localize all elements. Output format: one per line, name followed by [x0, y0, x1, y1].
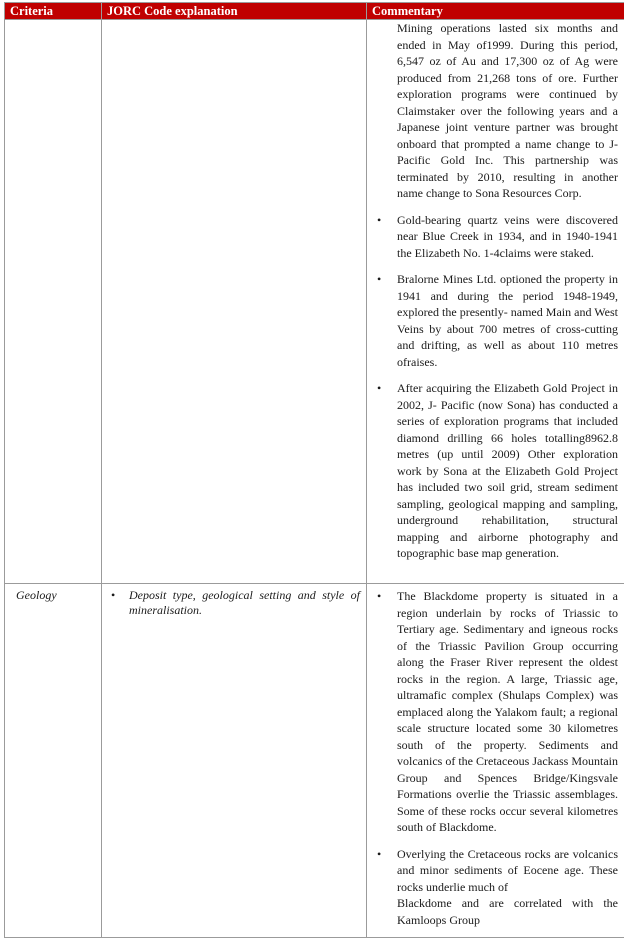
header-criteria: Criteria [5, 3, 102, 20]
criteria-cell: Geology [5, 584, 102, 938]
table-row-geology [5, 584, 624, 938]
bullet-icon: • [377, 846, 382, 861]
commentary-bullet [373, 271, 618, 370]
bullet-icon: • [377, 589, 382, 603]
header-explanation: JORC Code explanation [102, 3, 367, 20]
commentary-paragraph: Blackdome and are correlated with the Kamloops Group [397, 896, 618, 927]
header-row [5, 3, 624, 20]
commentary-bullet [373, 212, 618, 262]
commentary-bullet-text: The Blackdome property is situated in a region underlain by rocks of Triassic to Tertiary age. Sedimentary and igneous rocks of the Triassic Pavilion Group occurring along the Fraser River represent the oldest rocks in the region. A large, Triassic age, ultramafic complex (Shulaps Complex) was emplaced along the Yalakom fault; a regional scale structure located some 30 kilometres south of the property. Sediments and volcanics of the Cretaceous Jackass Mountain Group and Spences Bridge/Kingsvale Formations overlie the Triassic assemblages. Some of these rocks occur several kilometres south of Blackdome. [397, 589, 618, 834]
commentary-cell [367, 20, 624, 584]
commentary-bullet-text: Gold-bearing quartz veins were discovered near Blue Creek in 1934, and in 1940-1941 the Elizabeth No. 1-4claims were staked. [397, 212, 618, 260]
commentary-bullet-text: Overlying the Cretaceous rocks are volcanics and minor sediments of Eocene age. These rocks underlie much of [397, 846, 618, 894]
table-row-history [5, 20, 624, 584]
explanation-bullet-text: Deposit type, geological setting and style of mineralisation. [129, 588, 360, 617]
bullet-icon: • [377, 212, 382, 227]
jorc-table [4, 2, 624, 938]
commentary-bullet [373, 380, 618, 562]
commentary-paragraph: Mining operations lasted six months and ended in May of1999. During this period, 6,547 oz of Au and 17,300 oz of Ag were produced from 21,268 tons of ore. Further exploration programs were continued by Claimstaker over the following years and a Japanese joint venture partner was brought onboard that prompted a name change to J-Pacific Gold Inc. This partnership was terminated by 2010, resulting in another name change to Sona Resources Corp. [397, 21, 618, 200]
bullet-icon: • [377, 381, 382, 395]
header-commentary: Commentary [367, 3, 624, 20]
commentary-bullet-text: After acquiring the Elizabeth Gold Project in 2002, J- Pacific (now Sona) has conducted a series of exploration programs that included diamond drilling 66 holes totalling8962.8 metres (up until 2009) Other exploration work by Sona at the Elizabeth Gold Project has included two soil grid, stream sediment sampling, geological mapping and sampling, underground rehabilitation, structural mapping and airborne photography and topographic base map generation. [397, 381, 618, 560]
commentary-bullet-text: Bralorne Mines Ltd. optioned the property in 1941 and during the period 1948-1949, explored the presently- named Main and West Veins by about 700 metres of cross-cutting and drifting, as well as about 110 metres ofraises. [397, 272, 618, 369]
explanation-bullet [108, 588, 360, 618]
explanation-cell [102, 584, 367, 938]
criteria-cell [5, 20, 102, 584]
bullet-icon: • [377, 272, 382, 286]
explanation-cell [102, 20, 367, 584]
commentary-bullet [373, 846, 618, 896]
commentary-bullet [373, 588, 618, 836]
bullet-icon: • [111, 588, 116, 602]
commentary-cell [367, 584, 624, 938]
